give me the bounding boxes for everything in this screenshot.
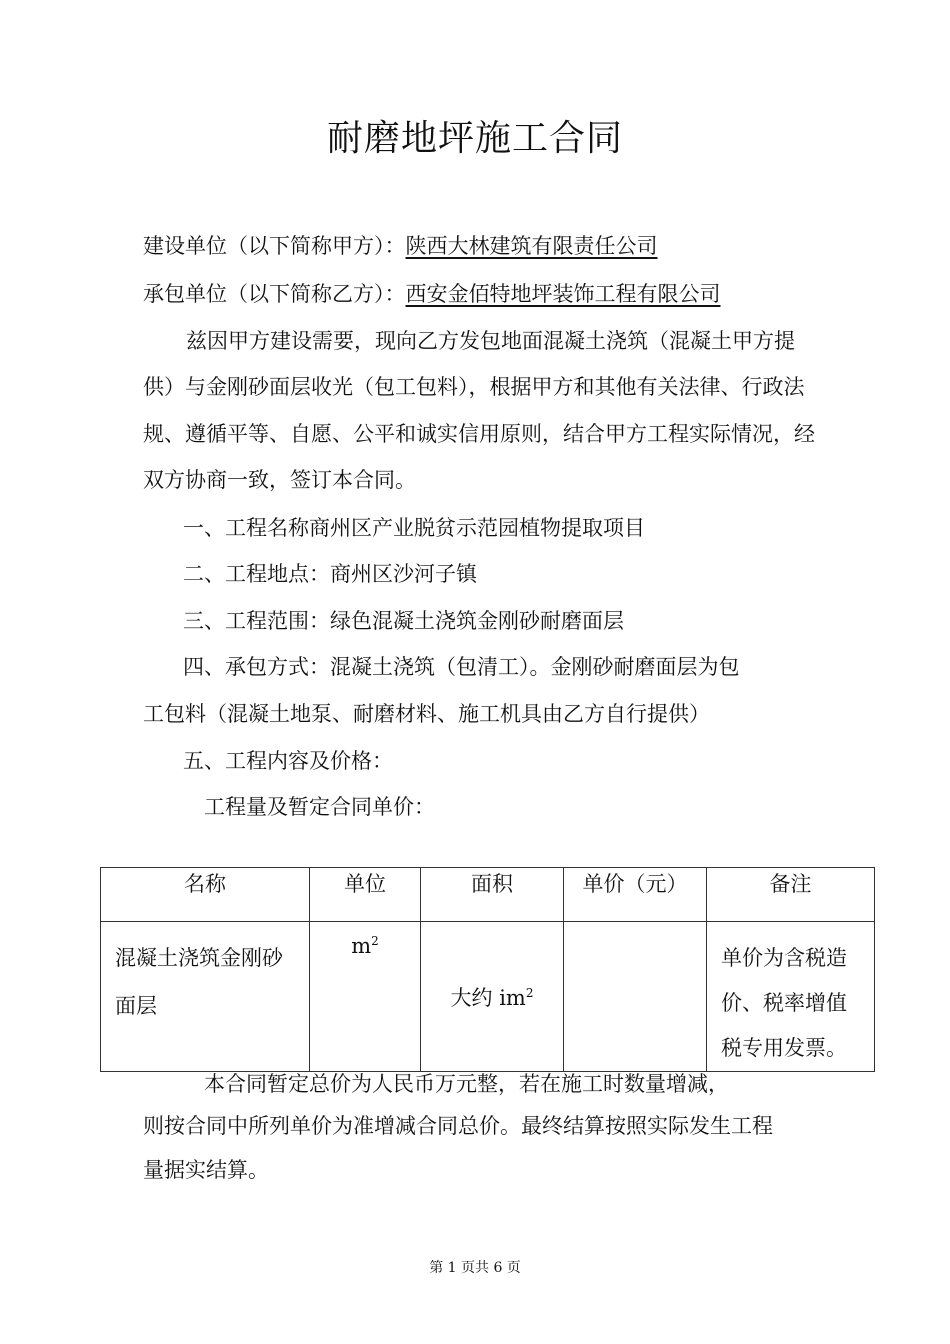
cell-name-line: 面层 — [115, 994, 157, 1018]
header-cell: 名称 — [101, 868, 310, 922]
party-a-label: 建设单位（以下简称甲方）： — [143, 234, 406, 258]
item-location: 二、工程地点：商州区沙河子镇 — [183, 562, 477, 586]
area-superscript: 2 — [525, 986, 534, 1000]
cell-unit — [310, 922, 421, 1072]
party-b-label: 承包单位（以下简称乙方）： — [143, 282, 406, 306]
cell-note — [707, 922, 875, 1072]
intro-line: 兹因甲方建设需要，现向乙方发包地面混凝土浇筑（混凝土甲方提 — [186, 329, 795, 353]
page-title: 耐磨地坪施工合同 — [326, 118, 623, 159]
header-cell: 备注 — [707, 868, 875, 922]
closing-line: 量据实结算。 — [143, 1158, 269, 1182]
price-table — [100, 867, 875, 1072]
header-cell: 单位 — [310, 868, 421, 922]
header-cell: 单价（元） — [564, 868, 707, 922]
header-cell: 面积 — [421, 868, 564, 922]
cell-note-line: 价、税率增值 — [721, 991, 847, 1015]
cell-note-line: 单价为含税造 — [721, 946, 847, 970]
intro-line: 规、遵循平等、自愿、公平和诚实信用原则，结合甲方工程实际情况，经 — [143, 422, 815, 446]
party-b-line — [143, 284, 721, 305]
page-number: 第 1 页共 6 页 — [429, 1260, 521, 1276]
item-content: 五、工程内容及价格： — [183, 749, 393, 773]
item-method: 四、承包方式：混凝土浇筑（包清工）。金刚砂耐磨面层为包 — [183, 655, 740, 679]
intro-line: 双方协商一致，签订本合同。 — [143, 468, 416, 492]
cell-name — [101, 922, 310, 1072]
closing-line: 本合同暂定总价为人民币万元整，若在施工时数量增减， — [204, 1072, 729, 1096]
closing-line: 则按合同中所列单价为准增减合同总价。最终结算按照实际发生工程 — [143, 1114, 773, 1138]
party-a-name: 陕西大林建筑有限责任公司 — [405, 234, 658, 258]
party-a-line — [143, 236, 658, 257]
area-text: 大约 im — [450, 986, 526, 1010]
cell-name-line: 混凝土浇筑金刚砂 — [115, 946, 283, 970]
intro-line: 供）与金刚砂面层收光（包工包料），根据甲方和其他有关法律、行政法 — [143, 375, 805, 399]
cell-price — [564, 922, 707, 1072]
table-subtitle: 工程量及暂定合同单价： — [204, 795, 435, 819]
item-method-cont: 工包料（混凝土地泵、耐磨材料、施工机具由乙方自行提供） — [143, 702, 710, 726]
item-scope: 三、工程范围：绿色混凝土浇筑金刚砂耐磨面层 — [183, 609, 624, 633]
table-header-row — [101, 868, 875, 922]
unit-text: m — [351, 934, 372, 958]
item-project-name: 一、工程名称商州区产业脱贫示范园植物提取项目 — [183, 516, 645, 540]
cell-area — [421, 922, 564, 1072]
party-b-name: 西安金佰特地坪装饰工程有限公司 — [405, 282, 721, 306]
cell-note-line: 税专用发票。 — [721, 1036, 847, 1060]
table-row — [101, 922, 875, 1072]
unit-superscript: 2 — [371, 934, 379, 948]
